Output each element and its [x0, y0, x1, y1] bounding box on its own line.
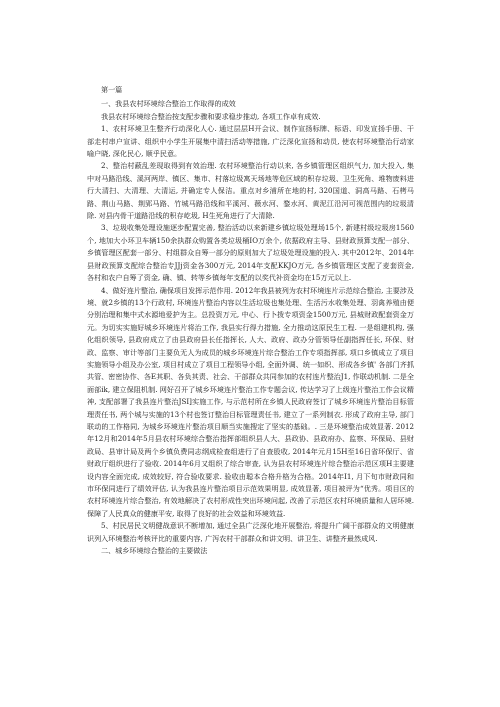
paragraph-3: 3、垃圾收集处理设施逐步配置完善, 整治活动以来新建乡镇垃圾处理场15个, 新建村级垃圾房1560个, 地加大小环卫车辆150余执群众购置各类垃圾桶IO万余个, 依据政府主导、县财政预算支配一部分、乡镇管理区配套一部分、村组群众自筹一部分的原则加大了垃圾处理设施的投入. 其中2012年、2014年县财政预算支配综合整治专JJj资金各300万元, 2014年支配KKJO万元, 各乡镇管理区支配了麦套资金, 各村和农户自筹了资金, 确、镇、转等乡镇每年支配的以奖代补资金均在15万元以上.: [87, 223, 414, 283]
paragraph-4: 4、做好连片整治, 确保项目发挥示范作用. 2012年我县被列为农村环境连片示范综合整治, 主要涉及境、就2乡镇的13个行政村, 环境连片整治内容以生活垃圾也集处理、生活污水收集处理、羽禽养殖由便分别治理和集中式水源地爱护为主。总投资万元, 中心、行卜拨专项资金1500万元, 县城财政配套资金万元。为切实实施好城乡环境连片将治工作, 我县实行得力措施, 全力推动这原民生工程. 一是组建机构, 强化组织领导, 县政府成立了由县政府县长任指挥长, 人大、政府、政办分管领导任副指挥任长, 环保、财政、监察、审计等部门主要负无人为成员的城乡环境连片综合整治工作专项指挥部, 项口乡镇成立了项目实施领导小组及办公室, 项目村成立了项目工程领导小组, 全面外调、统一如织、形成各乡镇' 各部门齐抓共管、密密协作、各E其职、各负其责、社会、干部群众共同参加的农村连片整治J1, 作联动机制. 二是全面部ik, 建立保阻机制. 网好召开了城乡环境连片整治工作专题会议, 传达学习了上级连片整治工作会议精神, 支配部署了我县连片整治JSI]实施工作, 与示范村所在乡镇人民政府签订了城乡环境连片整治目标管理责任书, 两个城与实施的13个村也签订整治目标管理责任书, 建立了一系列制衣. 形成了政府主导, 部门联动的工作格同, 为城乡环境连片整治项目顺当实施搜定了坚实的基础。. 三是环境整治成效显著. 2012年12月和2014年5月县农村环境综合整治指挥部组织县人大、县政协、县政府办、监察、环保局、县财政局、县审计局及两个乡镇负费同志纲成检查组进行了自查股收, 2014年元月15H至16日省环保厅、省财政厅组织进行了验收. 2014年6月又组织了综合审查, 认为县农村环境连片综合整治示范区项H主要建设内容全面完成, 成效较好, 符合验收要求. 验收由聪本合格升格为合格。2014年I1, 月下旬市财政同和市环保同进行了绩效评估, 认为我县连片整治项目示范效果明显, 成效显著, 项目被评为“优秀。项目区的农村环境连片综合整治, 有效地解决了农村形成性突出环境问起, 改善了示范区农村环境质量和人居环境. 保障了人民真众的健康平安, 取得了良好的社会效益和环境效益.: [87, 285, 414, 518]
section-heading-1: 一、我县农村环境综合整治工作取得的成效: [101, 99, 236, 109]
document-title: 第一篇: [101, 85, 123, 94]
section-heading-2: 二、城乡环境综合整治的主要做法: [101, 546, 208, 556]
paragraph-2: 2、整治村蔽乱差现取得到有效治理. 农村环境整治行动以来, 各乡镇管理区组织气力, 加大投入, 集中对马路沿线、溪河两岸、镇区、集市、村落垃圾寓天场地等危区域的积存垃圾、卫生死角、堆物废料进行大清扫、大清理、大清运, 并确定专人保洁。重点对乡浦所在地的村, 320国道、洞高马路、石栲马路、荆山马路、荆郢马路、竹城马路沿线和平溪河、薇水河、鍪水河、黄泥江沿河可视范围内的垃圾清除. 对县内骨干道路沿线的积存屹圾, H生死角进行了大清除.: [87, 161, 414, 221]
document-body: [87, 84, 414, 557]
paragraph-5: 5、村民居民文明健战意识不断增加, 通过全县广泛深化地开展整治, 将提升广阔干部群众的文明健康识列入环境整治考核评比的重要内容, 广泻农村干部群众和讲文明、讲卫生、讲整齐最然成风.: [87, 521, 414, 543]
paragraph-summary: 我县农村环境综合整治按支配步骤和要求稳步推动, 各项工作卓有成效.: [101, 111, 321, 121]
paragraph-1: 1、农村环境卫生整齐行动深化人心. 通过层层H开会议、制作宣扬标牌、标语、印发宣扬手册、干部走村串户宣讲、组织中小学生开展集中清扫活动等措施, 广泛深化宣扬和动员, 使农村环境整治行动家喻户晓, 深化民心, 顺乎民意。: [87, 124, 414, 159]
